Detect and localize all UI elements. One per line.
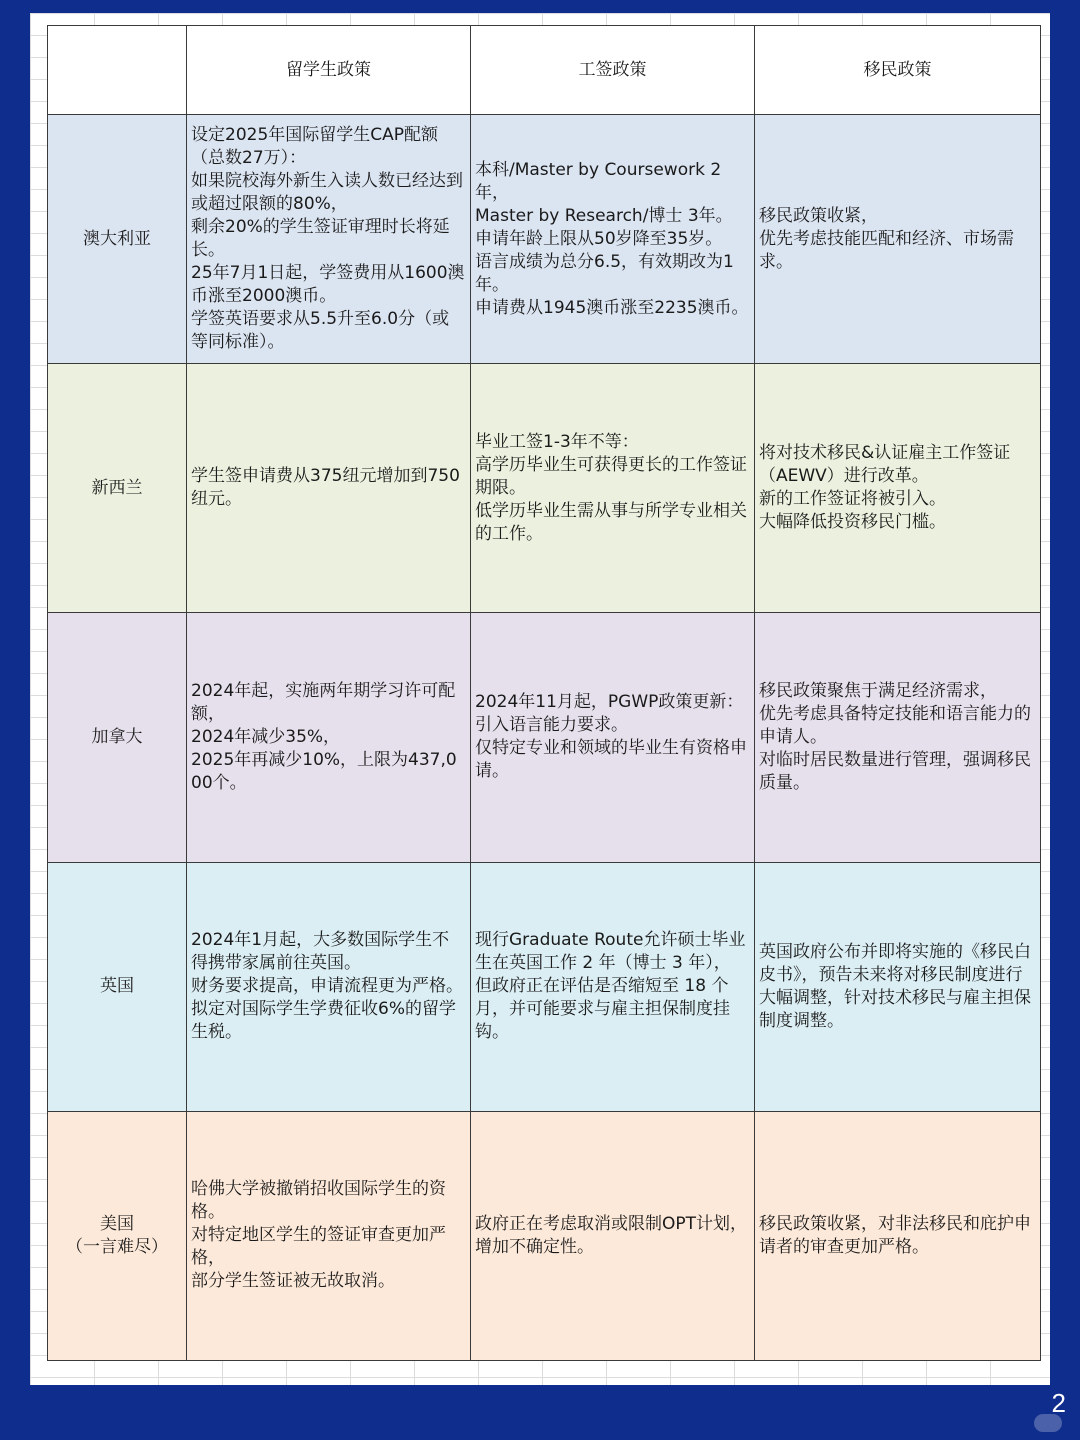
header-work-visa-policy: 工签政策 — [471, 26, 755, 115]
header-corner — [48, 26, 187, 115]
uk-immigration-policy: 英国政府公布并即将实施的《移民白皮书》，预告未来将对移民制度进行大幅调整，针对技术移民与雇主担保制度调整。 — [755, 862, 1041, 1111]
policy-table — [47, 25, 1041, 1361]
header-immigration-policy: 移民政策 — [755, 26, 1041, 115]
header-row — [48, 26, 1041, 115]
row-usa — [48, 1111, 1041, 1360]
canada-work-policy: 2024年11月起，PGWP政策更新： 引入语言能力要求。 仅特定专业和领域的毕业生有资格申请。 — [471, 613, 755, 862]
country-usa: 美国 （一言难尽） — [48, 1111, 187, 1360]
watermark-logo — [1034, 1414, 1062, 1432]
new-zealand-work-policy: 毕业工签1-3年不等： 高学历毕业生可获得更长的工作签证期限。 低学历毕业生需从事与所学专业相关的工作。 — [471, 364, 755, 613]
canada-immigration-policy: 移民政策聚焦于满足经济需求， 优先考虑具备特定技能和语言能力的申请人。 对临时居民数量进行管理，强调移民质量。 — [755, 613, 1041, 862]
uk-student-policy: 2024年1月起，大多数国际学生不得携带家属前往英国。 财务要求提高，申请流程更为严格。 拟定对国际学生学费征收6%的留学生税。 — [187, 862, 471, 1111]
uk-work-policy: 现行Graduate Route允许硕士毕业生在英国工作 2 年（博士 3 年）， 但政府正在评估是否缩短至 18 个月，并可能要求与雇主担保制度挂钩。 — [471, 862, 755, 1111]
usa-work-policy: 政府正在考虑取消或限制OPT计划， 增加不确定性。 — [471, 1111, 755, 1360]
usa-student-policy: 哈佛大学被撤销招收国际学生的资格。 对特定地区学生的签证审查更加严格， 部分学生签证被无故取消。 — [187, 1111, 471, 1360]
row-uk — [48, 862, 1041, 1111]
australia-immigration-policy: 移民政策收紧， 优先考虑技能匹配和经济、市场需求。 — [755, 115, 1041, 364]
country-new-zealand: 新西兰 — [48, 364, 187, 613]
row-canada — [48, 613, 1041, 862]
row-australia — [48, 115, 1041, 364]
canada-student-policy: 2024年起，实施两年期学习许可配额， 2024年减少35%， 2025年再减少10%，上限为437,000个。 — [187, 613, 471, 862]
row-new-zealand — [48, 364, 1041, 613]
new-zealand-immigration-policy: 将对技术移民&认证雇主工作签证（AEWV）进行改革。 新的工作签证将被引入。 大幅降低投资移民门槛。 — [755, 364, 1041, 613]
country-canada: 加拿大 — [48, 613, 187, 862]
country-uk: 英国 — [48, 862, 187, 1111]
page-number: 2 — [1051, 1388, 1066, 1418]
australia-student-policy: 设定2025年国际留学生CAP配额（总数27万）： 如果院校海外新生入读人数已经达到或超过限额的80%， 剩余20%的学生签证审理时长将延长。 25年7月1日起，学签费用从1600澳币涨至2000澳币。 学签英语要求从5.5升至6.0分（或等同标准）。 — [187, 115, 471, 364]
usa-immigration-policy: 移民政策收紧，对非法移民和庇护申请者的审查更加严格。 — [755, 1111, 1041, 1360]
header-student-policy: 留学生政策 — [187, 26, 471, 115]
new-zealand-student-policy: 学生签申请费从375纽元增加到750纽元。 — [187, 364, 471, 613]
australia-work-policy: 本科/Master by Coursework 2年， Master by Research/博士 3年。 申请年龄上限从50岁降至35岁。 语言成绩为总分6.5，有效期改为1年。 申请费从1945澳币涨至2235澳币。 — [471, 115, 755, 364]
country-australia: 澳大利亚 — [48, 115, 187, 364]
